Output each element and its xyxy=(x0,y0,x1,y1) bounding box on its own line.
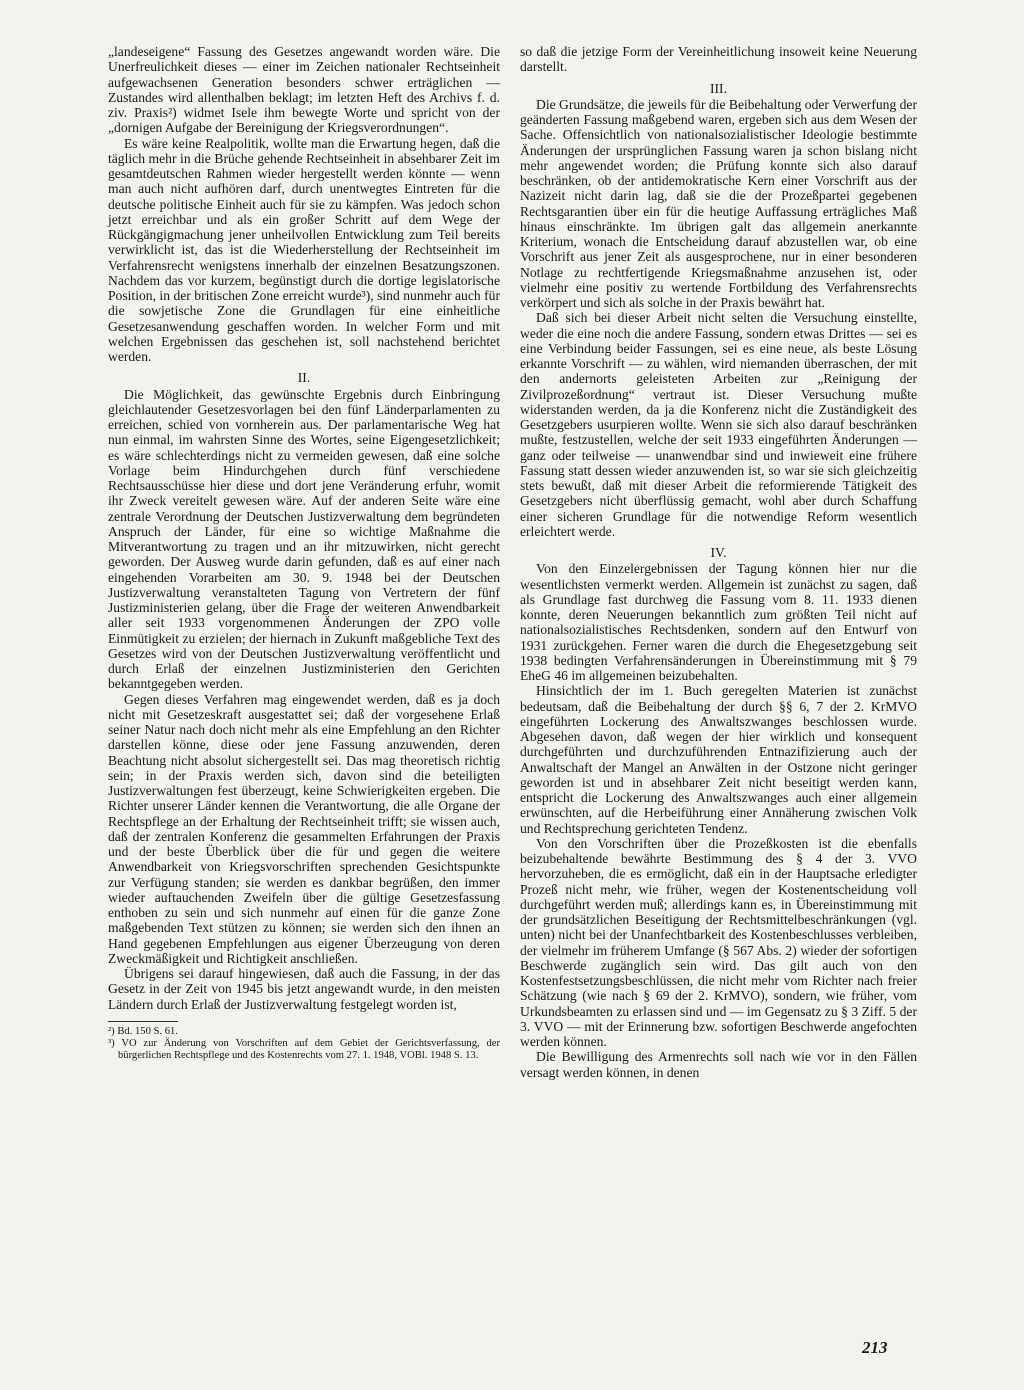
paragraph: so daß die jetzige Form der Vereinheitlichung insoweit keine Neuerung darstellt. xyxy=(520,44,917,75)
left-column xyxy=(108,44,500,1062)
paragraph: Von den Vorschriften über die Prozeßkosten ist die ebenfalls beizubehaltende bewährte Bestimmung des § 4 der 3. VVO hervorzuheben, die es ermöglicht, daß ein in der Hauptsache erledigter Prozeß nicht mehr, wie früher, wegen der Kostenentscheidung voll durchgeführt werden muß; allerdings kann es, in Übereinstimmung mit der grundsätzlichen Beseitigung der Rechtsmittelbeschränkungen (vgl. unten) nicht bei der Unanfechtbarkeit des Kostenbeschlusses verbleiben, der vielmehr im früherem Umfange (§ 567 Abs. 2) wieder der sofortigen Beschwerde zugänglich sein wird. Das gilt auch von den Kostenfestsetzungsbeschlüssen, die nicht mehr vom Richter nach freier Schätzung (wie nach § 69 der 2. KrMVO), sondern, wie früher, vom Urkundsbeamten zu erlassen sind und — im Gegensatz zu § 3 Ziff. 5 der 3. VVO — mit der Erinnerung bzw. sofortigen Beschwerde angefochten werden können. xyxy=(520,835,917,1049)
paragraph: Die Möglichkeit, das gewünschte Ergebnis durch Einbringung gleichlautender Gesetzesvorlagen bei den fünf Länderparlamenten zu erreichen, schied von vornherein aus. Der parlamentarische Weg hat nun einmal, im wahrsten Sinne des Wortes, seine Eigengesetzlichkeit; es wäre schlechterdings nicht zu vermeiden gewesen, daß eine solche Vorlage beim Hindurchgehen durch fünf verschiedene Rechtsausschüsse hier diese und dort jene Veränderung erfuhr, womit ihr Zweck vereitelt gewesen wäre. Auf der anderen Seite wäre eine zentrale Verordnung der Deutschen Justizverwaltung dem begründeten Anspruch der Länder, für eine so wichtige Maßnahme die Mitverantwortung zu tragen und an ihr mitzuwirken, nicht gerecht geworden. Der Ausweg wurde darin gefunden, daß es auf einer nach eingehenden Vorarbeiten am 30. 9. 1948 bei der Deutschen Justizverwaltung veranstalteten Tagung von Vertretern der fünf Justizministerien gelang, über die Frage der weiteren Anwendbarkeit aller seit 1933 vorgenommenen Änderungen der ZPO volle Einmütigkeit zu erzielen; der hiernach in Zukunft maßgebliche Text des Gesetzes wird von der Deutschen Justizverwaltung veröffentlicht und durch Erlaß der einzelnen Justizministerien den Gerichten bekanntgegeben werden. xyxy=(108,386,500,692)
footnote: ²) Bd. 150 S. 61. xyxy=(108,1025,178,1037)
paragraph: Die Bewilligung des Armenrechts soll nach wie vor in den Fällen versagt werden können, in denen xyxy=(520,1049,917,1080)
paragraph: Von den Einzelergebnissen der Tagung können hier nur die wesentlichsten vermerkt werden. Allgemein ist zunächst zu sagen, daß als Grundlage fast durchweg die Fassung vom 8. 11. 1933 dienen konnte, deren Neuerungen bekanntlich zum größten Teil nicht auf nationalsozialistisches Rechtsdenken, sondern auf den Entwurf von 1931 zurückgehen. Ferner waren die durch die Ehegesetzgebung seit 1938 bedingten Verfahrensänderungen in Übereinstimmung mit § 79 EheG 46 im allgemeinen beizubehalten. xyxy=(520,561,917,683)
section-heading: IV. xyxy=(710,545,727,560)
footnote: ³) VO zur Änderung von Vorschriften auf dem Gebiet der Gerichtsverfassung, der bürgerlichen Rechtspflege und des Kostenrechts vom 27. 1. 1948, VOBl. 1948 S. 13. xyxy=(108,1037,500,1061)
footnote-divider xyxy=(108,1021,178,1022)
paragraph: Die Grundsätze, die jeweils für die Beibehaltung oder Verwerfung der geänderten Fassung maßgebend waren, ergeben sich aus dem Wesen der Sache. Offensichtlich von nationalsozialistischer Ideologie bestimmte Änderungen der ursprünglichen Fassung waren ja schon bislang nicht mehr angewendet worden; die Prüfung konnte sich also darauf beschränken, ob der antidemokratische Kern einer Vorschrift aus der Nazizeit nicht darin lag, daß sie die der Prozeßpartei gegebenen Rechtsgarantien über ein für die heutige Auffassung erträgliches Maß hinaus einschränkte. Im übrigen galt das allgemein anerkannte Kriterium, wonach die Entscheidung darauf abzustellen war, ob eine Vorschrift aus jener Zeit als ausgesprochene, nur in einer besonderen Notlage zu rechtfertigende Kriegsmaßnahme anzusehen ist, oder vielmehr eine positiv zu wertende Fortbildung des Verfahrensrechts verkörpert und sich als solche in der Praxis bewährt hat. xyxy=(520,96,917,310)
paragraph: Daß sich bei dieser Arbeit nicht selten die Versuchung einstellte, weder die eine noch die andere Fassung, sondern etwas Drittes — sei es eine Verbindung beider Fassungen, sei es eine neue, als beste Lösung erkannte Vorschrift — zu wählen, wird niemanden überraschen, der mit den andernorts geleisteten Arbeiten zur „Reinigung der Zivilprozeßordnung“ vertraut ist. Dieser Versuchung mußte widerstanden werden, da ja die Konferenz nicht die Zuständigkeit des Gesetzgebers usurpieren wollte. Wenn sie sich also darauf beschränken mußte, festzustellen, welche der seit 1933 eingeführten Änderungen — ganz oder teilweise — unanwendbar sind und inwieweit eine frühere Fassung statt dessen wieder anzuwenden ist, so war sie sich gleichzeitig stets bewußt, daß mit dieser Arbeit die reformierende Tätigkeit des Gesetzgebers nicht überflüssig gemacht, wohl aber durch Schaffung einer sicheren Grundlage für die notwendige Reform wesentlich erleichtert werde. xyxy=(520,310,917,539)
paragraph: „landeseigene“ Fassung des Gesetzes angewandt worden wäre. Die Unerfreulichkeit dieses — einer im Zeichen nationaler Rechtseinheit aufgewachsenen Generation besonders schwer erträglichen — Zustandes wird allenthalben beklagt; im letzten Heft des Archivs f. d. ziv. Praxis²) widmet Isele ihm bewegte Worte und spricht von der „dornigen Aufgabe der Bereinigung der Kriegsverordnungen“. xyxy=(108,44,500,136)
paragraph: Gegen dieses Verfahren mag eingewendet werden, daß es ja doch nicht mit Gesetzeskraft ausgestattet sei; daß der vorgesehene Erlaß seiner Natur nach doch nicht mehr als eine Empfehlung an den Richter darstellen könne, diese oder jene Fassung anzuwenden, deren Beachtung nicht absolut sichergestellt sei. Das mag theoretisch richtig sein; in der Praxis werden sich, davon sind die beteiligten Justizverwaltungen fest überzeugt, keine Schwierigkeiten ergeben. Die Richter unserer Länder kennen die Verantwortung, die alle Organe der Rechtspflege an der Erhaltung der Rechtseinheit trifft; sie wissen auch, daß der zentralen Konferenz die gesammelten Erfahrungen der Praxis und der beste Überblick über die für und gegen die weitere Anwendbarkeit von Kriegsvorschriften sprechenden Gesichtspunkte zur Verfügung standen; sie werden es dankbar begrüßen, den immer wieder auftauchenden Zweifeln über die gültige Gesetzesfassung enthoben zu sein und sich nunmehr auf einen für die ganze Zone maßgebenden Text stützen zu können; sie werden sich den ihnen an Hand gegebenen Empfehlungen aus eigener Überzeugung von deren Zweckmäßigkeit und Richtigkeit anschließen. xyxy=(108,691,500,966)
footnotes xyxy=(108,1026,500,1062)
right-column xyxy=(520,44,917,1080)
paragraph: Hinsichtlich der im 1. Buch geregelten Materien ist zunächst bedeutsam, daß die Beibehaltung der durch §§ 6, 7 der 2. KrMVO eingeführten Lockerung des Anwaltszwanges beschlossen wurde. Abgesehen davon, daß wegen der hier wirklich und konsequent durchgeführten und durchzuführenden Entnazifizierung auch der Anwaltschaft der Mangel an Anwälten in der Ostzone nicht geringer geworden ist und in absehbarer Zeit nicht beseitigt werden kann, entspricht die Lockerung des Anwaltszwanges auch einer allgemein erwünschten, auf die Herbeiführung einer Annäherung zwischen Volk und Rechtsprechung gerichteten Tendenz. xyxy=(520,683,917,836)
paragraph: Übrigens sei darauf hingewiesen, daß auch die Fassung, in der das Gesetz in der Zeit von 1945 bis jetzt angewandt wurde, in den meisten Ländern durch Erlaß der Justizverwaltung festgelegt worden ist, xyxy=(108,966,500,1012)
page-number: 213 xyxy=(862,1338,888,1357)
paragraph: Es wäre keine Realpolitik, wollte man die Erwartung hegen, daß die täglich mehr in die Brüche gehende Rechtseinheit in absehbarer Zeit im gesamtdeutschen Rahmen wieder hergestellt werden könnte — wenn man auch nicht aufhören darf, durch unentwegtes Eintreten für die deutsche politische Einheit auch für sie zu kämpfen. Was jedoch schon jetzt erreichbar und als ein großer Schritt auf dem Wege der Rückgängigmachung jener unheilvollen Entwicklung zum Teil bereits verwirklicht ist, das ist die Wiederherstellung der Rechtseinheit im Verfahrensrecht wenigstens innerhalb der einzelnen Besatzungszonen. Nachdem das vor kurzem, begünstigt durch die dortige legislatorische Position, in der britischen Zone erreicht wurde³), sind nunmehr auch für die sowjetische Zone die Grundlagen für eine einheitliche Gesetzesanwendung geschaffen worden. In welcher Form und mit welchen Ergebnissen das geschehen ist, soll nachstehend berichtet werden. xyxy=(108,135,500,364)
section-heading: II. xyxy=(297,370,311,386)
section-heading: III. xyxy=(710,80,727,96)
